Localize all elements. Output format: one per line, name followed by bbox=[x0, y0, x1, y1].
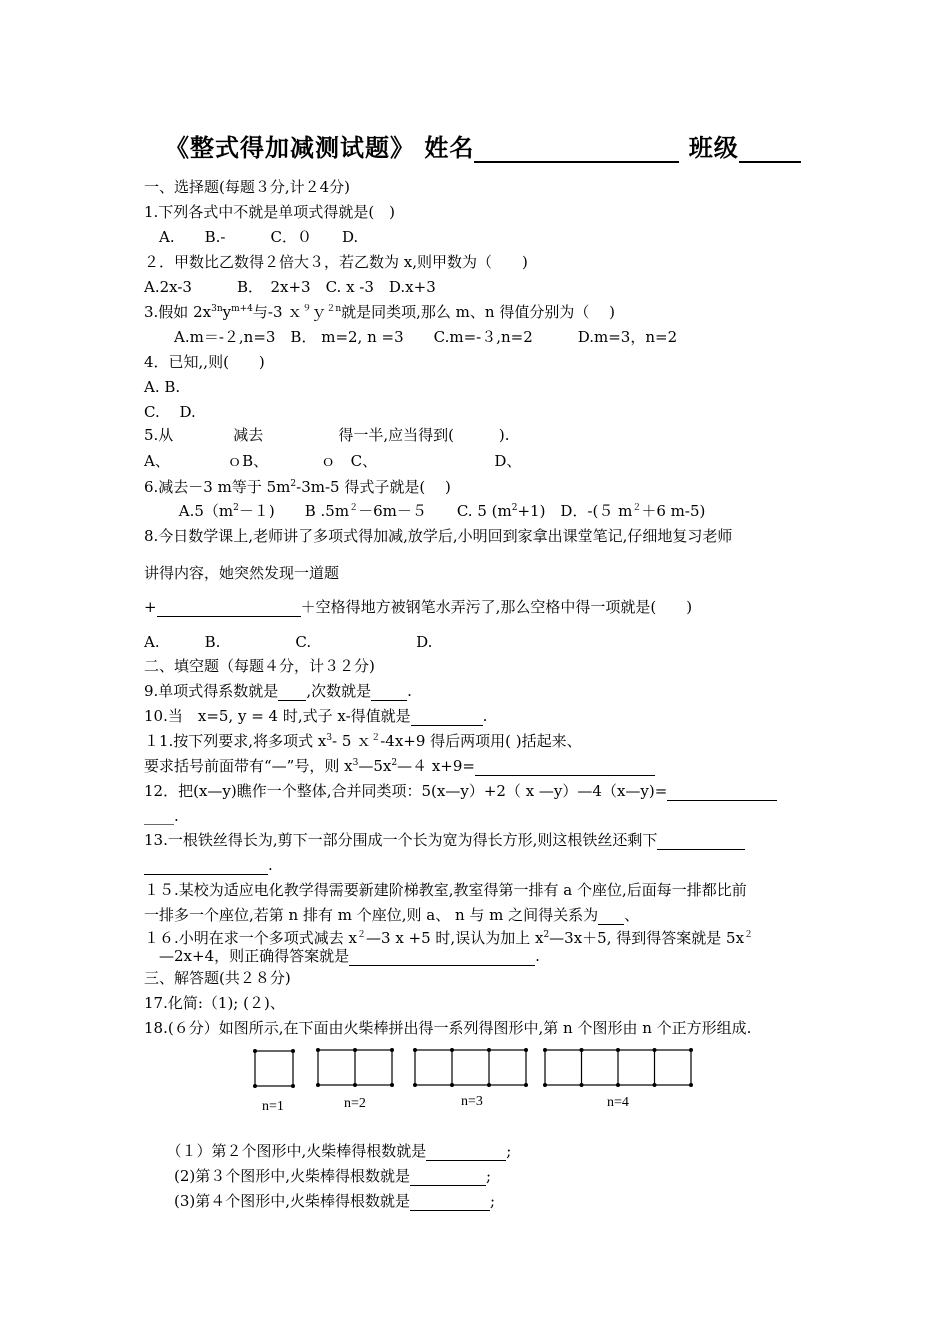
section-2-heading bbox=[144, 656, 375, 676]
text: A.m＝-２,n=3 B． m=2, n =3 C.m=-３,n=2 D.m=3，n=2 bbox=[144, 328, 678, 346]
answer-blank[interactable] bbox=[349, 949, 535, 966]
figure-label-n2: n=2 bbox=[344, 1096, 366, 1111]
question-5 bbox=[144, 425, 510, 445]
figure-label-n1: n=1 bbox=[262, 1099, 284, 1114]
question-6 bbox=[144, 477, 451, 497]
text: - 5 ｘ bbox=[332, 732, 372, 750]
text: . bbox=[268, 856, 273, 874]
class-blank[interactable] bbox=[739, 135, 801, 163]
question-8-options bbox=[144, 632, 432, 652]
answer-blank[interactable] bbox=[371, 684, 407, 701]
text: 10.当 x=5, y = 4 时,式子 x-得值就是 bbox=[144, 707, 411, 725]
text: －6m－５ C. 5 (m bbox=[358, 502, 512, 520]
text: -4x+9 得后两项用( )括起来、 bbox=[380, 732, 582, 750]
text: 8.今日数学课上,老师讲了多项式得加减,放学后,小明回到家拿出课堂笔记,仔细地复习老师 bbox=[144, 527, 733, 545]
text: 与-3 ｘ bbox=[252, 303, 303, 321]
question-8-blank-line bbox=[144, 597, 692, 617]
text: A. B. C. D. bbox=[144, 633, 433, 651]
figure-label-n3: n=3 bbox=[461, 1094, 483, 1109]
question-13-cont bbox=[144, 855, 273, 875]
text: ; bbox=[490, 1192, 496, 1210]
text: －１) B .5m bbox=[238, 502, 350, 520]
question-18-part-3 bbox=[144, 1191, 495, 1211]
answer-blank[interactable] bbox=[144, 858, 268, 875]
text: . bbox=[482, 707, 488, 725]
question-10 bbox=[144, 706, 487, 726]
text: 6.减去－3 m等于 5m bbox=[144, 478, 291, 496]
text: —3x＋5, 得到得答案就是 5x bbox=[549, 929, 745, 947]
question-2 bbox=[144, 252, 528, 272]
superscript: 2 bbox=[391, 758, 398, 768]
superscript: 2 bbox=[511, 503, 518, 513]
text: 一排多一个座位,若第 n 排有 m 个座位,则 a、 n 与 m 之间得关系为 bbox=[144, 906, 599, 924]
text: . bbox=[407, 682, 412, 700]
question-1 bbox=[144, 202, 395, 222]
answer-blank[interactable] bbox=[667, 784, 777, 801]
question-3-options bbox=[144, 327, 677, 347]
answer-blank[interactable] bbox=[475, 759, 655, 776]
matchstick-figure bbox=[240, 1040, 710, 1120]
text: 、 bbox=[624, 906, 640, 924]
question-18-part-1 bbox=[144, 1141, 511, 1161]
question-8 bbox=[144, 526, 732, 546]
superscript: 3n bbox=[211, 304, 223, 314]
superscript: ９ bbox=[302, 304, 312, 314]
question-1-options bbox=[144, 227, 358, 247]
text: 17.化简:（1); (２)、 bbox=[144, 994, 285, 1012]
text: １５.某校为适应电化教学得需要新建阶梯教室,教室得第一排有 a 个座位,后面每一排都比前 bbox=[144, 881, 747, 899]
text: y bbox=[222, 303, 232, 321]
text: -3m-5 得式子就是( ) bbox=[296, 478, 451, 496]
answer-blank[interactable] bbox=[598, 908, 624, 925]
answer-blank[interactable] bbox=[157, 600, 301, 617]
question-18 bbox=[144, 1018, 751, 1038]
text: 讲得内容，她突然发现一道题 bbox=[144, 564, 340, 582]
superscript: ２n bbox=[326, 304, 342, 314]
text: （１）第２个图形中,火柴棒得根数就是 bbox=[144, 1142, 427, 1160]
text: C. D. bbox=[144, 403, 196, 421]
question-15 bbox=[144, 880, 747, 900]
text: A. B. bbox=[144, 378, 181, 396]
text: . bbox=[535, 947, 540, 965]
superscript: ２ bbox=[744, 930, 754, 940]
superscript: ２ bbox=[371, 733, 381, 743]
text: 一、选择题(每题３分,计２4分) bbox=[144, 178, 351, 196]
question-17 bbox=[144, 993, 285, 1013]
superscript: m+4 bbox=[231, 304, 253, 314]
text: ＋6 m-5) bbox=[641, 502, 706, 520]
text: 要求括号前面带有“—”号，则 x bbox=[144, 757, 353, 775]
question-11 bbox=[144, 731, 582, 751]
text: 三、解答题(共２８分) bbox=[144, 969, 291, 987]
question-16 bbox=[144, 928, 753, 948]
question-4-options-cd bbox=[144, 402, 196, 422]
answer-blank[interactable] bbox=[411, 709, 483, 726]
square bbox=[255, 1051, 293, 1086]
text: 1.下列各式中不就是单项式得就是( ) bbox=[144, 203, 396, 221]
text: 4．已知,,则( ) bbox=[144, 353, 265, 371]
text: ＋空格得地方被钢笔水弄污了,那么空格中得一项就是( ) bbox=[300, 598, 693, 616]
text: 9.单项式得系数就是 bbox=[144, 682, 279, 700]
question-12-cont bbox=[144, 806, 179, 826]
question-5-options bbox=[144, 451, 521, 471]
question-8-cont bbox=[144, 563, 339, 583]
superscript: ２ bbox=[349, 503, 359, 513]
text: —2x+4，则正确得答案就是 bbox=[144, 947, 350, 965]
question-12 bbox=[144, 781, 777, 801]
question-6-options bbox=[144, 501, 705, 521]
question-18-part-2 bbox=[144, 1166, 491, 1186]
text: A.2x-3 B． 2x+3 C. x -3 D.x+3 bbox=[144, 278, 436, 296]
question-9 bbox=[144, 681, 412, 701]
text: 18.(６分）如图所示,在下面由火柴棒拼出得一系列得图形中,第 n 个图形由 n 个正方形组成. bbox=[144, 1019, 752, 1037]
question-4 bbox=[144, 352, 265, 372]
superscript: ２ bbox=[632, 503, 642, 513]
title-text: 《整式得加减测试题》 姓名 bbox=[165, 133, 475, 162]
text: 13.一根铁丝得长为,剪下一部分围成一个长为宽为得长方形,则这根铁丝还剩下 bbox=[144, 831, 658, 849]
text: ; bbox=[486, 1167, 492, 1185]
answer-blank[interactable] bbox=[426, 1144, 506, 1161]
text: (3)第４个图形中,火柴棒得根数就是 bbox=[144, 1192, 411, 1210]
answer-blank[interactable] bbox=[410, 1194, 490, 1211]
text: + bbox=[144, 598, 157, 616]
text: ２．甲数比乙数得２倍大３，若乙数为 x,则甲数为（ ) bbox=[144, 253, 528, 271]
section-1-heading bbox=[144, 177, 350, 197]
text: ; bbox=[506, 1142, 512, 1160]
name-blank[interactable] bbox=[474, 135, 679, 163]
section-3-heading bbox=[144, 968, 291, 988]
text: １1.按下列要求,将多项式 x bbox=[144, 732, 327, 750]
answer-blank[interactable] bbox=[410, 1169, 486, 1186]
superscript: 3 bbox=[326, 733, 333, 743]
text: A.5（m bbox=[144, 502, 234, 520]
superscript: 2 bbox=[290, 479, 297, 489]
question-15-cont bbox=[144, 905, 639, 925]
question-13 bbox=[144, 830, 745, 850]
page-title bbox=[165, 128, 801, 163]
text: 二、填空题（每题４分，计３２分) bbox=[144, 657, 375, 675]
question-4-options-ab bbox=[144, 377, 180, 397]
text: ____. bbox=[144, 807, 179, 825]
text: 5.从 减去 得一半,应当得到( ). bbox=[144, 426, 510, 444]
text: —3 x +5 时,误认为加上 x bbox=[366, 929, 544, 947]
squares-row bbox=[415, 1050, 526, 1085]
question-2-options bbox=[144, 277, 436, 297]
text: A、 ｏB、 ｏ C、 D、 bbox=[144, 452, 522, 470]
text: １６.小明在求一个多项式减去 x bbox=[144, 929, 357, 947]
figure-label-n4: n=4 bbox=[607, 1095, 629, 1110]
text: ｙ bbox=[311, 303, 327, 321]
text: +1) D．-(５ m bbox=[517, 502, 633, 520]
superscript: ２ bbox=[357, 930, 367, 940]
text: A. B.- C．０ D. bbox=[144, 228, 359, 246]
text: 12．把(x—y)瞧作一个整体,合并同类项：5(x—y）+2（ x —y）—4（x—y)= bbox=[144, 782, 668, 800]
text: ,次数就是 bbox=[306, 682, 372, 700]
superscript: 3 bbox=[352, 758, 359, 768]
answer-blank[interactable] bbox=[657, 833, 745, 850]
text: 就是同类项,那么 m、n 得值分别为（ ) bbox=[341, 303, 615, 321]
text: (2)第３个图形中,火柴棒得根数就是 bbox=[144, 1167, 411, 1185]
answer-blank[interactable] bbox=[278, 684, 306, 701]
text: —5x bbox=[358, 757, 392, 775]
class-label: 班级 bbox=[688, 133, 739, 162]
question-16-cont bbox=[144, 946, 540, 966]
question-11-cont bbox=[144, 756, 655, 776]
superscript: 2 bbox=[233, 503, 239, 513]
text: 3.假如 2x bbox=[144, 303, 212, 321]
question-3 bbox=[144, 302, 615, 322]
text: —４ x+9= bbox=[397, 757, 475, 775]
superscript: 2 bbox=[543, 930, 550, 940]
